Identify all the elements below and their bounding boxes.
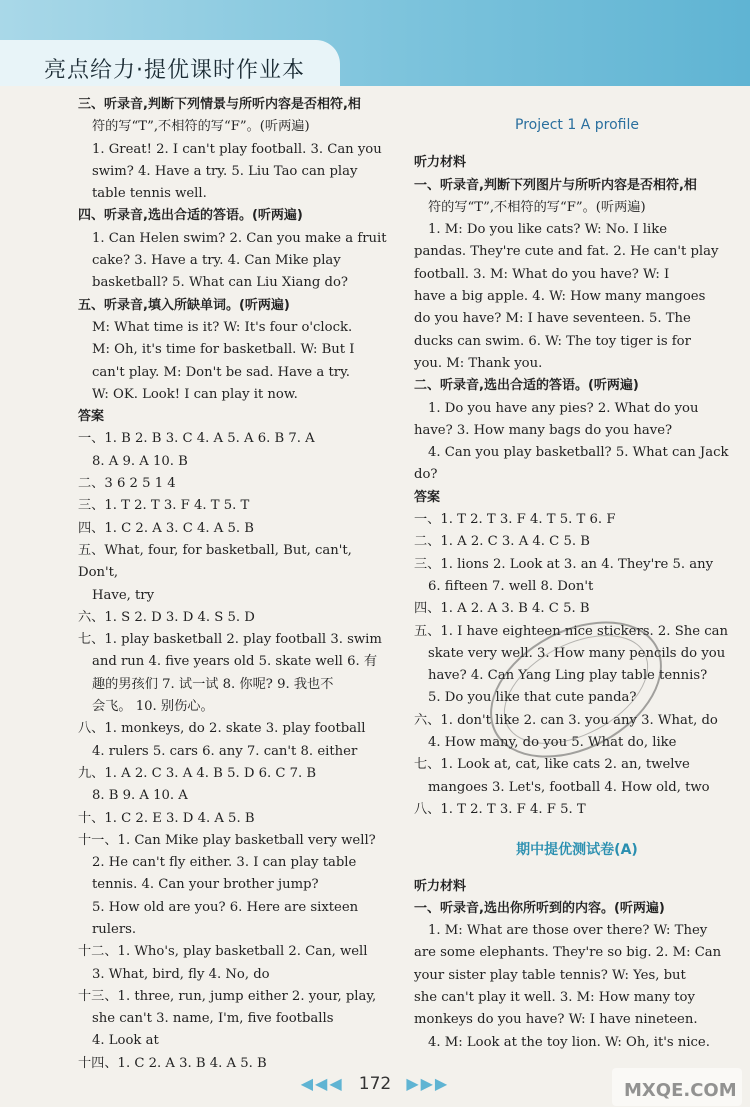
text-line: table tennis well.	[92, 186, 207, 202]
project-heading: Project 1 A profile	[515, 117, 639, 133]
text-line: 4. How many, do you 5. What do, like	[428, 735, 677, 751]
text-line: 一、1. B 2. B 3. C 4. A 5. A 6. B 7. A	[78, 431, 315, 447]
text-line: 5. How old are you? 6. Here are sixteen	[92, 899, 359, 915]
text-line: 一、听录音,选出你所听到的内容。(听两遍)	[414, 900, 665, 916]
text-line: she can't 3. name, I'm, five footballs	[92, 1011, 334, 1027]
text-line: 八、1. monkeys, do 2. skate 3. play football	[78, 721, 366, 737]
text-line: 5. Do you like that cute panda?	[428, 690, 637, 706]
text-line: 趣的男孩们 7. 试一试 8. 你呢? 9. 我也不	[92, 676, 334, 692]
text-line: 1. Can Helen swim? 2. Can you make a fruit	[92, 230, 387, 246]
text-line: 七、1. play basketball 2. play football 3. swim	[78, 632, 382, 648]
text-line: 三、1. T 2. T 3. F 4. T 5. T	[78, 498, 250, 514]
text-line: have? 3. How many bags do you have?	[414, 422, 673, 438]
text-line: do you have? M: I have seventeen. 5. The	[414, 311, 691, 327]
left-column	[78, 94, 388, 1075]
text-line: 答案	[414, 489, 441, 505]
text-line: 八、1. T 2. T 3. F 4. F 5. T	[414, 801, 586, 817]
text-line: 1. Great! 2. I can't play football. 3. Can you	[92, 141, 382, 157]
text-line: 1. M: Do you like cats? W: No. I like	[428, 222, 667, 238]
text-line: 二、1. A 2. C 3. A 4. C 5. B	[414, 534, 590, 550]
text-line: 五、What, four, for basketball, But, can't, Don't,	[78, 542, 352, 581]
text-line: 四、1. A 2. A 3. B 4. C 5. B	[414, 601, 590, 617]
text-line: 十三、1. three, run, jump either 2. your, play,	[78, 988, 377, 1004]
text-line: 十四、1. C 2. A 3. B 4. A 5. B	[78, 1055, 267, 1071]
text-line: 8. A 9. A 10. B	[92, 453, 188, 469]
text-line: 1. Do you have any pies? 2. What do you	[428, 400, 699, 416]
text-line: swim? 4. Have a try. 5. Liu Tao can play	[92, 163, 358, 179]
text-line: ducks can swim. 6. W: The toy tiger is for	[414, 333, 691, 349]
text-line: 1. M: What are those over there? W: They	[428, 923, 708, 939]
text-line: 十二、1. Who's, play basketball 2. Can, well	[78, 944, 368, 960]
site-watermark-text: MXQE.COM	[624, 1080, 737, 1101]
text-line: pandas. They're cute and fat. 2. He can't play	[414, 244, 719, 260]
text-line: do?	[414, 467, 438, 483]
midterm-heading: 期中提优测试卷(A)	[516, 842, 638, 859]
next-arrows-icon: ▶▶▶	[406, 1074, 450, 1093]
text-line: 十、1. C 2. E 3. D 4. A 5. B	[78, 810, 255, 826]
text-line: 听力材料	[414, 155, 467, 171]
text-line: 符的写“T”,不相符的写“F”。(听两遍)	[428, 199, 646, 215]
text-line: 一、听录音,判断下列图片与所听内容是否相符,相	[414, 177, 697, 193]
text-line: 会飞。 10. 别伤心。	[92, 699, 214, 715]
prev-arrows-icon: ◀◀◀	[300, 1074, 344, 1093]
text-line: 六、1. S 2. D 3. D 4. S 5. D	[78, 609, 255, 625]
text-line: 8. B 9. A 10. A	[92, 788, 188, 804]
text-line: 答案	[78, 409, 105, 425]
text-line: M: Oh, it's time for basketball. W: But I	[92, 342, 355, 358]
text-line: 4. Can you play basketball? 5. What can Jack	[428, 445, 729, 461]
text-line: monkeys do you have? W: I have nineteen.	[414, 1012, 698, 1028]
text-line: 4. M: Look at the toy lion. W: Oh, it's nice.	[428, 1034, 710, 1050]
text-line: 四、听录音,选出合适的答语。(听两遍)	[78, 208, 303, 224]
text-line: basketball? 5. What can Liu Xiang do?	[92, 275, 348, 291]
text-line: tennis. 4. Can your brother jump?	[92, 877, 319, 893]
text-line: 七、1. Look at, cat, like cats 2. an, twelve	[414, 757, 690, 773]
text-line: skate very well. 3. How many pencils do you	[428, 645, 726, 661]
text-line: 三、1. lions 2. Look at 3. an 4. They're 5. any	[414, 556, 714, 572]
text-line: 三、听录音,判断下列情景与所听内容是否相符,相	[78, 97, 361, 112]
text-line: rulers.	[92, 921, 137, 937]
text-line: have a big apple. 4. W: How many mangoes	[414, 289, 706, 305]
text-line: 6. fifteen 7. well 8. Don't	[428, 578, 594, 594]
text-line: 一、1. T 2. T 3. F 4. T 5. T 6. F	[414, 512, 616, 528]
page-number: 172	[358, 1074, 392, 1094]
text-line: 2. He can't fly either. 3. I can play table	[92, 855, 357, 871]
text-line: W: OK. Look! I can play it now.	[92, 386, 298, 402]
text-line: have? 4. Can Yang Ling play table tennis?	[428, 668, 708, 684]
text-line: 五、听录音,填入所缺单词。(听两遍)	[78, 297, 290, 313]
text-line: 四、1. C 2. A 3. C 4. A 5. B	[78, 520, 254, 536]
text-line: mangoes 3. Let's, football 4. How old, two	[428, 779, 710, 795]
text-line: 九、1. A 2. C 3. A 4. B 5. D 6. C 7. B	[78, 765, 317, 781]
text-line: 二、听录音,选出合适的答语。(听两遍)	[414, 378, 639, 394]
text-line: 二、3 6 2 5 1 4	[78, 476, 176, 492]
text-line: she can't play it well. 3. M: How many toy	[414, 989, 695, 1005]
text-line: you. M: Thank you.	[414, 355, 543, 371]
text-line: can't play. M: Don't be sad. Have a try.	[92, 364, 350, 380]
text-line: your sister play table tennis? W: Yes, but	[414, 967, 686, 983]
text-line: cake? 3. Have a try. 4. Can Mike play	[92, 253, 341, 269]
book-title: 亮点给力·提优课时作业本	[44, 58, 305, 83]
text-line: 五、1. I have eighteen nice stickers. 2. She can	[414, 623, 728, 639]
right-column	[414, 94, 740, 1054]
text-line: and run 4. five years old 5. skate well 6. 有	[92, 654, 378, 670]
text-line: M: What time is it? W: It's four o'clock.	[92, 319, 353, 335]
text-line: 六、1. don't like 2. can 3. you any 3. What, do	[414, 712, 718, 728]
text-line: 听力材料	[414, 878, 467, 894]
text-line: football. 3. M: What do you have? W: I	[414, 266, 670, 282]
text-line: are some elephants. They're so big. 2. M: Can	[414, 945, 722, 961]
midterm-section	[414, 876, 740, 1054]
text-line: 十一、1. Can Mike play basketball very well?	[78, 832, 376, 848]
text-line: 符的写“T”,不相符的写“F”。(听两遍)	[92, 119, 310, 135]
text-line: 4. Look at	[92, 1033, 159, 1049]
text-line: Have, try	[92, 587, 155, 603]
text-line: 3. What, bird, fly 4. No, do	[92, 966, 270, 982]
text-line: 4. rulers 5. cars 6. any 7. can't 8. either	[92, 743, 358, 759]
